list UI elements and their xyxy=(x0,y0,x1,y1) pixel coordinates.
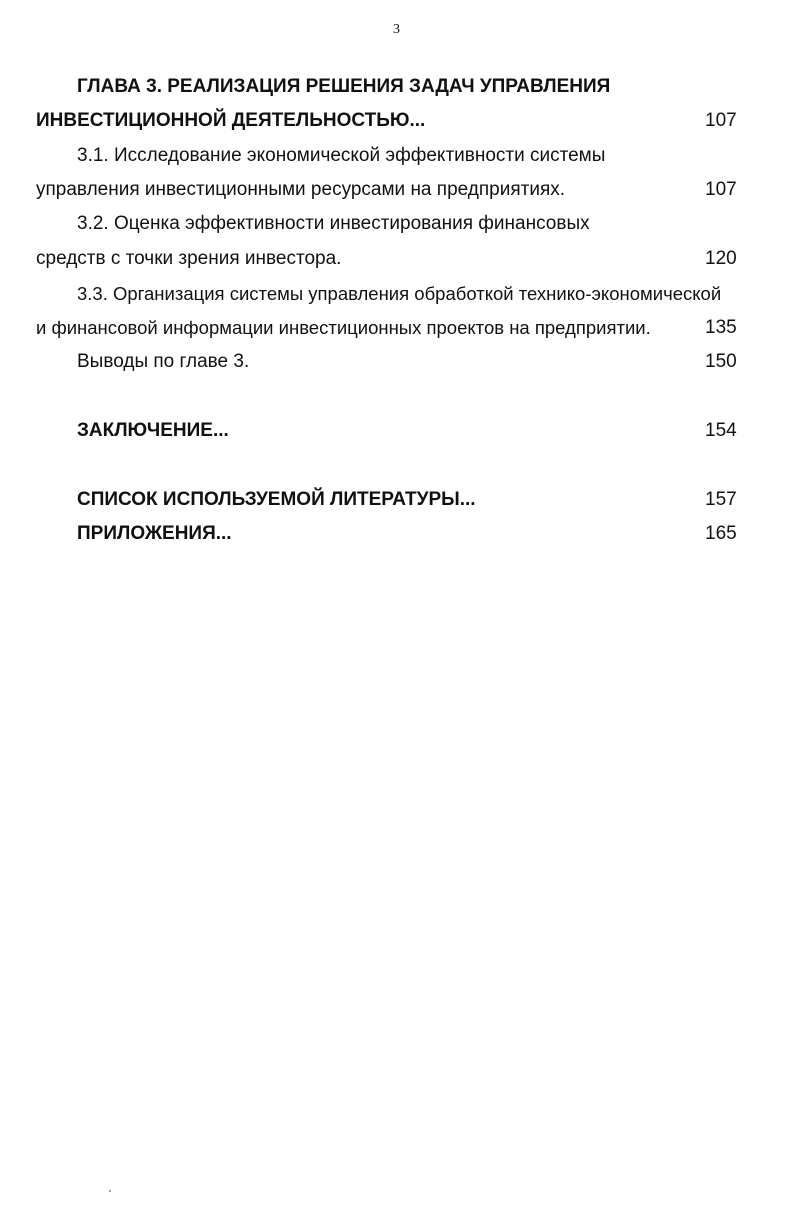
toc-section-3-3-page: 135 xyxy=(705,317,737,338)
scan-speck xyxy=(109,1190,111,1192)
toc-section-3-3-line2: и финансовой информации инвестиционных проектов на предприятии. xyxy=(36,317,651,338)
toc-section-3-2-line2: средств с точки зрения инвестора. xyxy=(36,248,342,269)
toc-section-3-2-page: 120 xyxy=(705,248,737,269)
toc-conclusion-title: ЗАКЛЮЧЕНИЕ... xyxy=(77,420,229,441)
toc-conclusions-ch3-title: Выводы по главе 3. xyxy=(77,351,250,372)
toc-references-title: СПИСОК ИСПОЛЬЗУЕМОЙ ЛИТЕРАТУРЫ... xyxy=(77,489,476,510)
toc-appendices-page: 165 xyxy=(705,523,737,544)
toc-chapter3-page: 107 xyxy=(705,110,737,131)
toc-section-3-2-line1: 3.2. Оценка эффективности инвестирования финансовых xyxy=(77,213,590,234)
toc-chapter3-title-line2: ИНВЕСТИЦИОННОЙ ДЕЯТЕЛЬНОСТЬЮ... xyxy=(36,110,426,131)
toc-conclusion-page: 154 xyxy=(705,420,737,441)
toc-section-3-3-line1: 3.3. Организация системы управления обработкой технико-экономической xyxy=(77,283,722,304)
toc-section-3-1-page: 107 xyxy=(705,179,737,200)
toc-conclusions-ch3-page: 150 xyxy=(705,351,737,372)
toc-section-3-1-line2: управления инвестиционными ресурсами на предприятиях. xyxy=(36,179,566,200)
toc-chapter3-title-line1: ГЛАВА 3. РЕАЛИЗАЦИЯ РЕШЕНИЯ ЗАДАЧ УПРАВЛЕНИЯ xyxy=(77,76,611,97)
toc-section-3-1-line1: 3.1. Исследование экономической эффективности системы xyxy=(77,145,606,166)
toc-references-page: 157 xyxy=(705,489,737,510)
page-number: 3 xyxy=(393,22,400,37)
toc-appendices-title: ПРИЛОЖЕНИЯ... xyxy=(77,523,232,544)
